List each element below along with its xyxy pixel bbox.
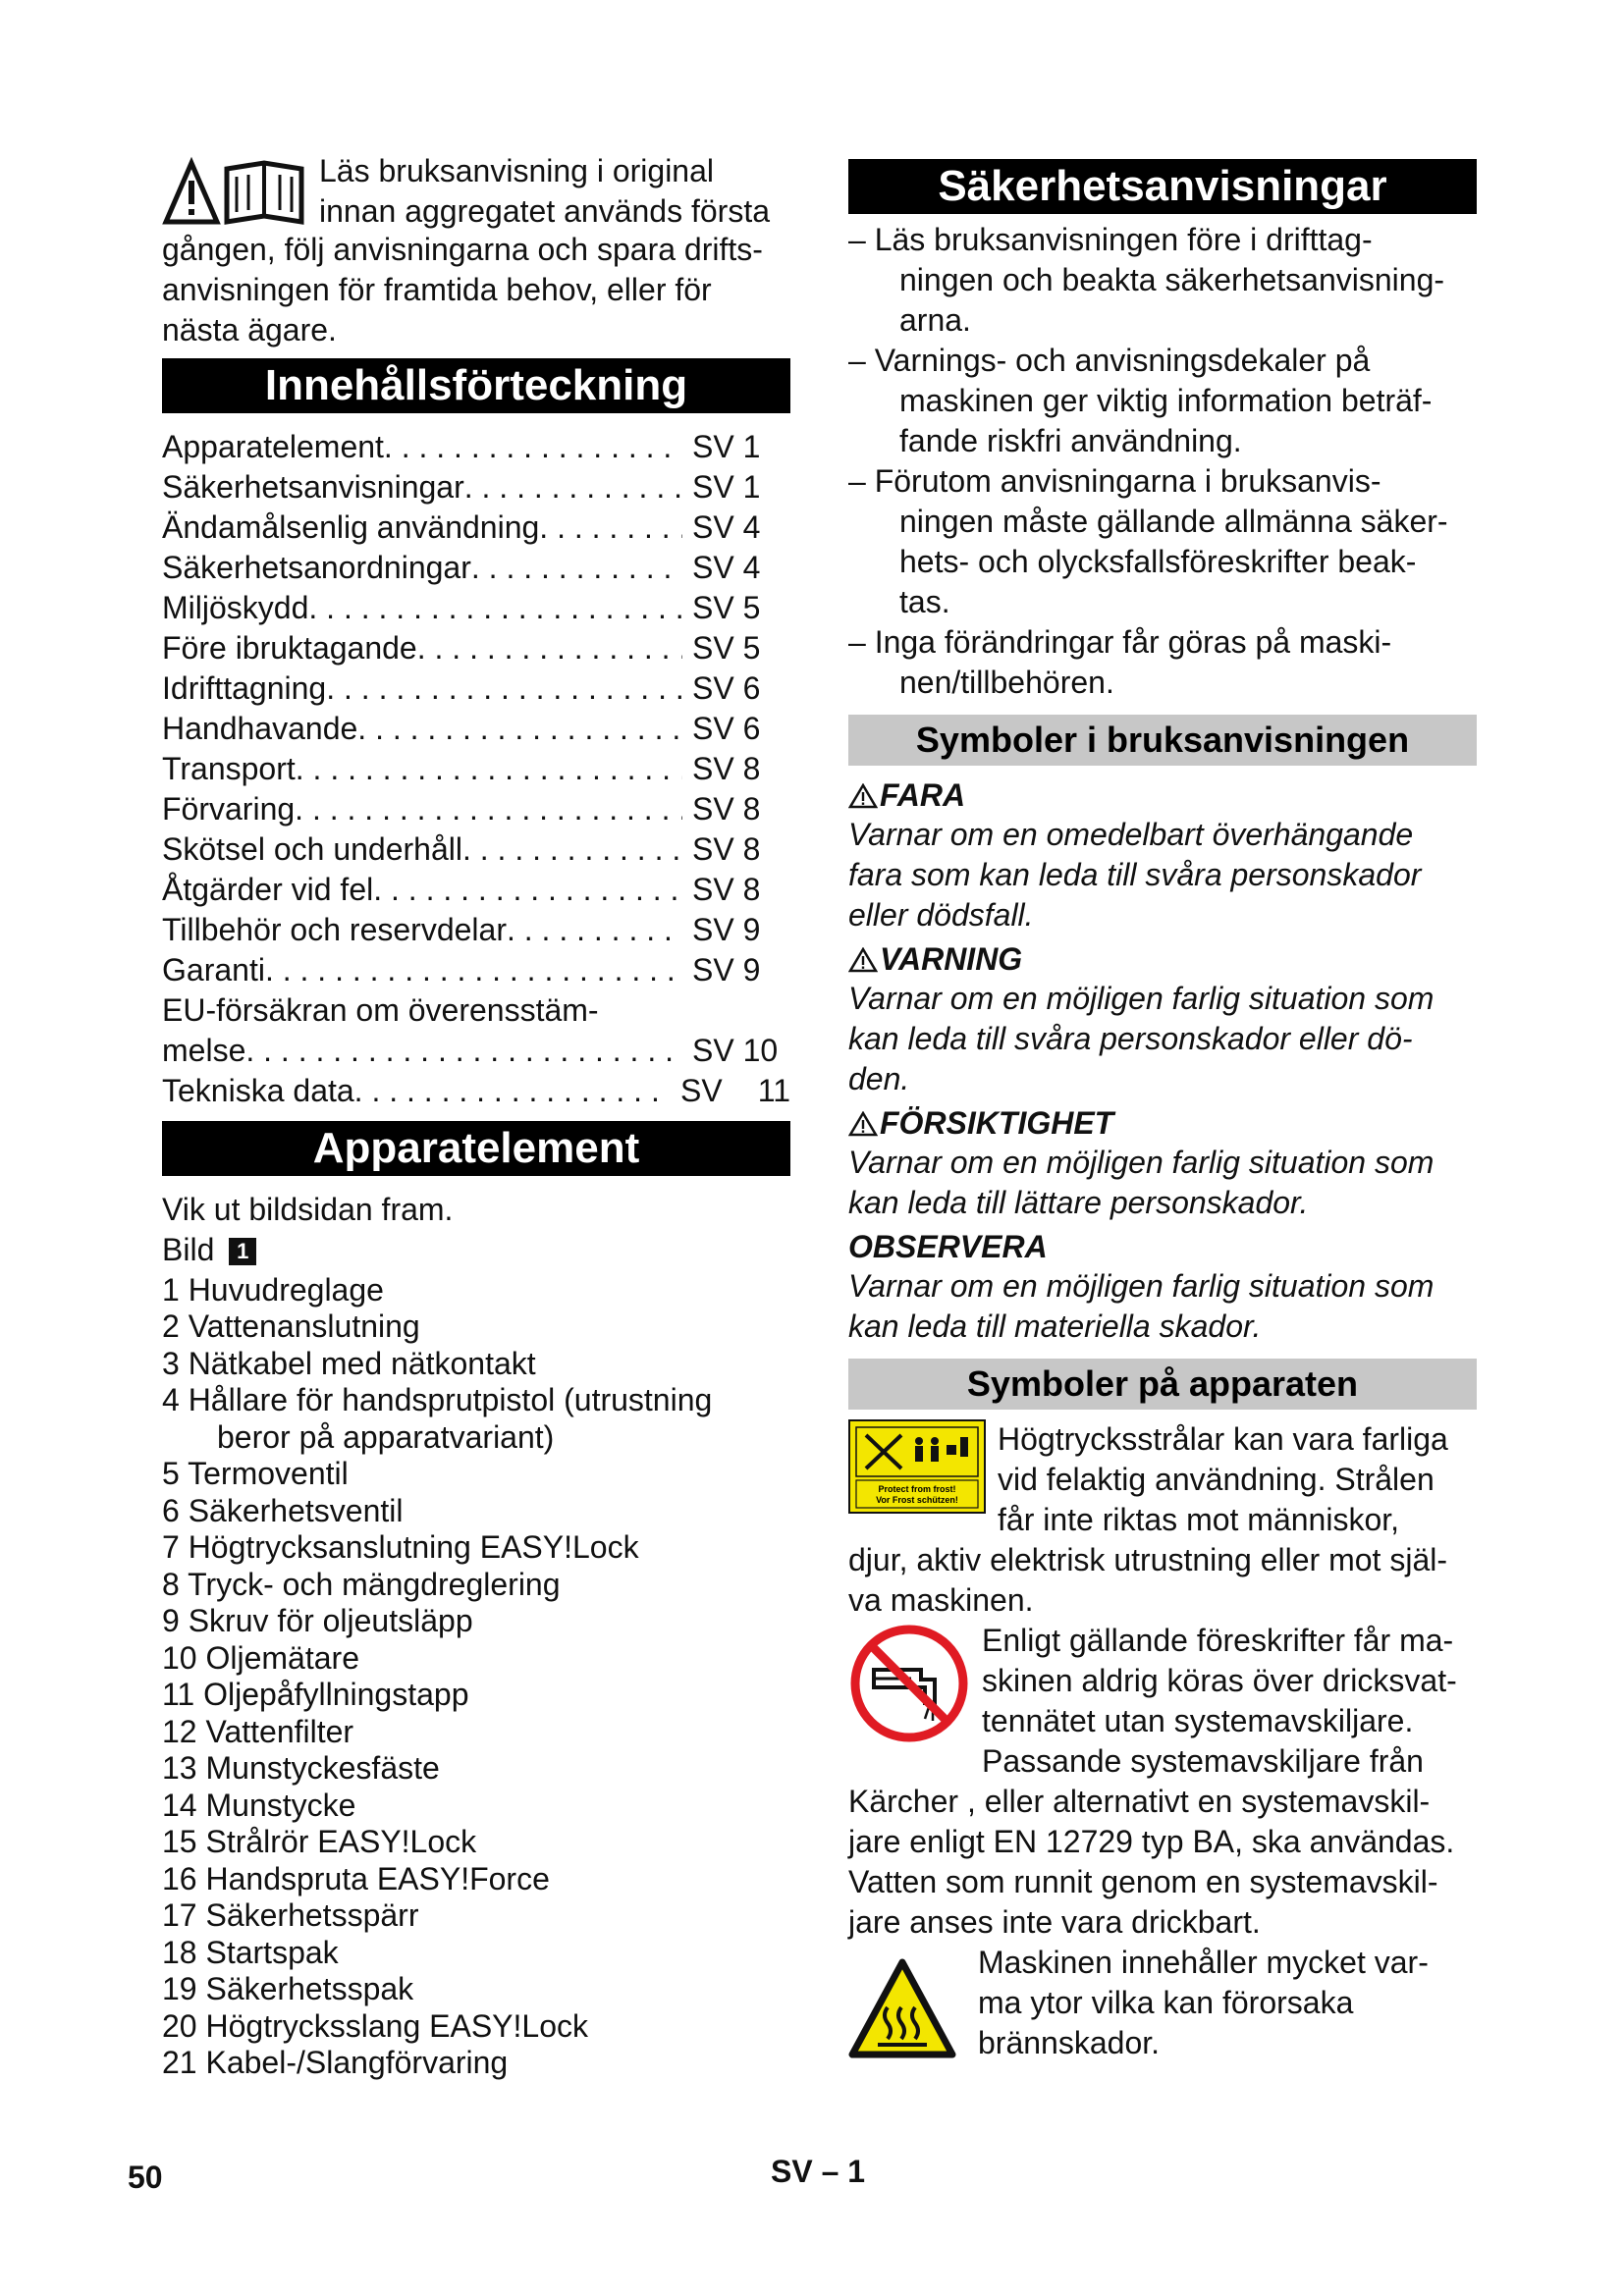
- part-item: [162, 1824, 790, 1861]
- left-column: [162, 147, 790, 2082]
- toc-item-page: SV 5: [692, 589, 761, 625]
- toc-item-page: SV 8: [692, 750, 761, 786]
- warning-triangle-icon: [848, 1111, 878, 1137]
- toc-eu-line2[interactable]: [162, 1031, 790, 1071]
- intro-line2: innan aggregatet används första: [319, 192, 770, 229]
- part-item: [162, 1714, 790, 1751]
- toc-item-page: SV 8: [692, 871, 761, 907]
- part-item: [162, 1897, 790, 1935]
- observera-line: kan leda till materiella skador.: [848, 1308, 1262, 1344]
- forsiktighet-heading: [848, 1103, 1477, 1143]
- toc-item[interactable]: [162, 950, 790, 990]
- no-drinking-water-connection-icon: [848, 1623, 970, 1744]
- section-code: SV: [771, 2154, 813, 2189]
- varning-text: [848, 979, 1477, 1099]
- water-line: Kärcher , eller alternativt en systemavskil-: [848, 1784, 1431, 1819]
- fara-label: FARA: [880, 777, 966, 813]
- toc-leader: [326, 668, 682, 709]
- part-item: [162, 1971, 790, 2008]
- fara-line: Varnar om en omedelbart överhängande: [848, 817, 1414, 852]
- toc-item-title: Före ibruktagande: [162, 629, 417, 666]
- water-line: skinen aldrig köras över dricksvat-: [982, 1663, 1457, 1698]
- part-item: [162, 1493, 790, 1530]
- part-label: 15 Strålrör EASY!Lock: [162, 1824, 477, 1860]
- toc-item[interactable]: [162, 910, 790, 950]
- part-label: 20 Högtrycksslang EASY!Lock: [162, 2007, 588, 2044]
- table-of-contents: [162, 427, 790, 990]
- toc-item-page: SV 8: [692, 830, 761, 867]
- toc-eu-page: SV 10: [692, 1032, 779, 1068]
- toc-item-title: Handhavande: [162, 710, 358, 746]
- toc-item[interactable]: [162, 548, 790, 588]
- toc-item-page: SV 8: [692, 790, 761, 827]
- safety-item-line: Förutom anvisningarna i bruksanvis-: [874, 463, 1381, 499]
- toc-item-page: SV 1: [692, 428, 761, 464]
- toc-leader: [539, 507, 682, 548]
- forsiktighet-line: kan leda till lättare personskador.: [848, 1185, 1309, 1220]
- toc-item[interactable]: [162, 507, 790, 548]
- varning-block: [848, 939, 1477, 1099]
- part-label: 4 Hållare för handsprutpistol (utrustning: [162, 1382, 713, 1418]
- part-item: [162, 1308, 790, 1346]
- part-label: 10 Oljemätare: [162, 1639, 359, 1676]
- water-line: Vatten som runnit genom en systemavskil-: [848, 1864, 1438, 1899]
- toc-item-title: Åtgärder vid fel: [162, 871, 374, 907]
- part-label: 21 Kabel-/Slangförvaring: [162, 2045, 509, 2081]
- toc-leader: [462, 829, 682, 870]
- toc-tech-title: Tekniska data: [162, 1072, 354, 1108]
- toc-item[interactable]: [162, 829, 790, 870]
- part-item: [162, 1529, 790, 1567]
- part-label: 8 Tryck- och mängdreglering: [162, 1566, 561, 1602]
- part-label: 12 Vattenfilter: [162, 1713, 354, 1749]
- part-item: [162, 1456, 790, 1493]
- right-column: [848, 147, 1477, 2064]
- toc-item[interactable]: [162, 709, 790, 749]
- safety-item-line: fande riskfri användning.: [899, 423, 1242, 458]
- list-dash: –: [848, 222, 866, 257]
- toc-item-page: SV 4: [692, 508, 761, 545]
- part-item: [162, 2045, 790, 2082]
- toc-item[interactable]: [162, 427, 790, 467]
- safety-list: [848, 220, 1477, 703]
- water-line: Enligt gällande föreskrifter får ma-: [982, 1623, 1454, 1658]
- part-item: [162, 2008, 790, 2046]
- forsiktighet-line: Varnar om en möjligen farlig situation som: [848, 1145, 1435, 1180]
- toc-item-page: SV 5: [692, 629, 761, 666]
- toc-item-title: Ändamålsenlig användning: [162, 508, 540, 545]
- toc-eu-title: melse: [162, 1032, 246, 1068]
- forsiktighet-label: FÖRSIKTIGHET: [880, 1105, 1114, 1141]
- part-item: [162, 1603, 790, 1640]
- jet-sign-text-1: Protect from frost!: [878, 1484, 956, 1494]
- toc-item-page: SV 4: [692, 549, 761, 585]
- toc-leader: [265, 950, 682, 990]
- toc-leader: [471, 548, 682, 588]
- toc-leader: [357, 709, 682, 749]
- safety-item-line: Varnings- och anvisningsdekaler på: [874, 343, 1371, 378]
- part-label-continued: beror på apparatvariant): [217, 1418, 555, 1455]
- fara-line: eller dödsfall.: [848, 897, 1034, 933]
- fara-text: [848, 815, 1477, 935]
- part-item: [162, 1750, 790, 1788]
- hot-surface-block: [848, 1943, 1477, 2063]
- varning-heading: [848, 939, 1477, 979]
- safety-item-line: hets- och olycksfallsföreskrifter beak-: [899, 544, 1417, 579]
- bild-label: Bild: [162, 1231, 215, 1267]
- toc-heading: Innehållsförteckning: [162, 358, 790, 413]
- toc-item-title: Transport: [162, 750, 296, 786]
- part-item: [162, 1788, 790, 1825]
- toc-leader: [296, 749, 682, 789]
- part-label: 13 Munstyckesfäste: [162, 1750, 440, 1787]
- toc-item-title: Säkerhetsanordningar: [162, 549, 471, 585]
- part-item: [162, 1935, 790, 1972]
- list-dash: –: [848, 624, 866, 660]
- toc-eu-line1[interactable]: EU-försäkran om överensstäm-: [162, 991, 599, 1028]
- safety-item-line: nen/tillbehören.: [899, 665, 1114, 700]
- part-label: 1 Huvudreglage: [162, 1271, 384, 1308]
- toc-item[interactable]: [162, 668, 790, 709]
- toc-item-page: SV 9: [692, 951, 761, 988]
- part-item: [162, 1346, 790, 1383]
- part-item: [162, 1861, 790, 1898]
- toc-item[interactable]: [162, 467, 790, 507]
- safety-item-line: ningen och beakta säkerhetsanvisning-: [899, 262, 1445, 297]
- observera-line: Varnar om en möjligen farlig situation som: [848, 1268, 1435, 1304]
- toc-item-title: Apparatelement: [162, 428, 384, 464]
- safety-item: [848, 622, 1477, 703]
- safety-item: [848, 341, 1477, 461]
- parts-list: [162, 1272, 790, 2082]
- part-label: 14 Munstycke: [162, 1787, 356, 1823]
- part-label: 19 Säkerhetsspak: [162, 1971, 414, 2007]
- fara-heading: [848, 775, 1477, 815]
- warning-triangle-icon: [848, 783, 878, 809]
- intro-rest: gången, följ anvisningarna och spara drifts- anvisningen för framtida behov, eller för nästa ägare.: [162, 232, 763, 347]
- observera-text: [848, 1266, 1477, 1347]
- apparatelement-heading: Apparatelement: [162, 1121, 790, 1176]
- toc-item-title: Garanti: [162, 951, 265, 988]
- part-label: 18 Startspak: [162, 1934, 339, 1970]
- part-label: 17 Säkerhetsspärr: [162, 1897, 419, 1934]
- observera-block: [848, 1227, 1477, 1347]
- toc-item-title: Idrifttagning: [162, 669, 327, 706]
- toc-item-page: SV 9: [692, 911, 761, 947]
- varning-line: kan leda till svåra personskador eller dö-: [848, 1021, 1413, 1056]
- high-pressure-jet-warning-icon: [848, 1419, 986, 1514]
- toc-item[interactable]: [162, 870, 790, 910]
- toc-item-page: SV 6: [692, 710, 761, 746]
- part-label: 3 Nätkabel med nätkontakt: [162, 1345, 536, 1381]
- toc-tech-page-a: SV: [680, 1072, 723, 1108]
- toc-leader: [417, 628, 682, 668]
- part-item: [162, 1382, 790, 1456]
- hot-surface-warning-icon: [848, 1956, 956, 2064]
- toc-leader: [373, 870, 682, 910]
- part-item: [162, 1272, 790, 1309]
- toc-item-title: Säkerhetsanvisningar: [162, 468, 464, 505]
- toc-item[interactable]: [162, 749, 790, 789]
- toc-item[interactable]: [162, 789, 790, 829]
- jet-line: vid felaktig användning. Strålen: [998, 1462, 1435, 1497]
- safety-item-line: arna.: [899, 302, 971, 338]
- list-dash: –: [848, 343, 866, 378]
- jet-line: djur, aktiv elektrisk utrustning eller mot själ-: [848, 1542, 1447, 1577]
- toc-leader: [245, 1031, 682, 1071]
- hot-line: brännskador.: [978, 2025, 1161, 2060]
- part-item: [162, 1677, 790, 1714]
- safety-item-line: maskinen ger viktig information beträf-: [899, 383, 1433, 418]
- water-line: jare anses inte vara drickbart.: [848, 1904, 1261, 1940]
- hot-line: ma ytor vilka kan förorsaka: [978, 1985, 1354, 2020]
- toc-leader: [464, 467, 682, 507]
- toc-leader: [384, 427, 682, 467]
- toc-leader: [308, 588, 682, 628]
- water-line: jare enligt EN 12729 typ BA, ska användas.: [848, 1824, 1455, 1859]
- part-label: 6 Säkerhetsventil: [162, 1492, 404, 1528]
- list-dash: –: [848, 463, 866, 499]
- jet-line: får inte riktas mot människor,: [998, 1502, 1400, 1537]
- varning-line: Varnar om en möjligen farlig situation som: [848, 981, 1435, 1016]
- toc-item[interactable]: [162, 588, 790, 628]
- drinking-water-block: [848, 1621, 1477, 1943]
- jet-line: va maskinen.: [848, 1582, 1034, 1618]
- part-item: [162, 1567, 790, 1604]
- section-page: – 1: [821, 2154, 866, 2189]
- hot-line: Maskinen innehåller mycket var-: [978, 1945, 1429, 1980]
- varning-line: den.: [848, 1061, 910, 1096]
- part-label: 16 Handspruta EASY!Force: [162, 1860, 550, 1896]
- intro-line1: Läs bruksanvisning i original: [319, 153, 714, 188]
- jet-sign-text-2: Vor Frost schützen!: [876, 1495, 958, 1505]
- toc-item-title: Skötsel och underhåll: [162, 830, 462, 867]
- jet-warning-block: [848, 1419, 1477, 1621]
- warning-manual-icon: [162, 155, 309, 230]
- safety-item-line: tas.: [899, 584, 950, 619]
- bild-number-badge: 1: [229, 1238, 256, 1265]
- safety-item: [848, 220, 1477, 341]
- toc-tech[interactable]: [162, 1071, 790, 1111]
- page-number: 50: [128, 2160, 163, 2195]
- jet-line: Högtrycksstrålar kan vara farliga: [998, 1421, 1448, 1457]
- intro-notice: [162, 151, 790, 350]
- part-label: 7 Högtrycksanslutning EASY!Lock: [162, 1529, 639, 1566]
- toc-leader: [507, 910, 682, 950]
- part-label: 11 Oljepåfyllningstapp: [162, 1677, 469, 1713]
- part-label: 5 Termoventil: [162, 1456, 349, 1492]
- fara-block: [848, 775, 1477, 935]
- toc-leader: [354, 1071, 671, 1111]
- toc-item[interactable]: [162, 628, 790, 668]
- forsiktighet-block: [848, 1103, 1477, 1223]
- toc-item-title: Förvaring: [162, 790, 296, 827]
- fold-instruction: Vik ut bildsidan fram.: [162, 1191, 454, 1227]
- toc-item-page: SV 1: [692, 468, 761, 505]
- forsiktighet-text: [848, 1143, 1477, 1223]
- symbols-manual-heading: Symboler i bruksanvisningen: [848, 715, 1477, 766]
- toc-item-title: Tillbehör och reservdelar: [162, 911, 507, 947]
- safety-item-line: Inga förändringar får göras på maski-: [874, 624, 1392, 660]
- symbols-device-heading: Symboler på apparaten: [848, 1359, 1477, 1410]
- toc-item-title: Miljöskydd: [162, 589, 309, 625]
- water-line: Passande systemavskiljare från: [982, 1743, 1424, 1779]
- toc-item-page: SV 6: [692, 669, 761, 706]
- varning-label: VARNING: [880, 941, 1023, 977]
- safety-item-line: ningen måste gällande allmänna säker-: [899, 504, 1448, 539]
- safety-heading: Säkerhetsanvisningar: [848, 159, 1477, 214]
- bild-reference: [162, 1230, 790, 1270]
- toc-leader: [295, 789, 682, 829]
- part-item: [162, 1640, 790, 1678]
- water-line: tennätet utan systemavskiljare.: [982, 1703, 1414, 1738]
- part-label: 9 Skruv för oljeutsläpp: [162, 1603, 473, 1639]
- warning-triangle-icon: [848, 947, 878, 973]
- safety-item-line: Läs bruksanvisningen före i drifttag-: [874, 222, 1373, 257]
- safety-item: [848, 461, 1477, 622]
- part-label: 2 Vattenanslutning: [162, 1308, 420, 1345]
- fara-line: fara som kan leda till svåra personskador: [848, 857, 1422, 892]
- apparatelement-intro: [162, 1190, 790, 1270]
- toc-tech-page-b: 11: [757, 1072, 790, 1108]
- observera-heading: OBSERVERA: [848, 1229, 1048, 1264]
- section-page-marker: [771, 2152, 865, 2192]
